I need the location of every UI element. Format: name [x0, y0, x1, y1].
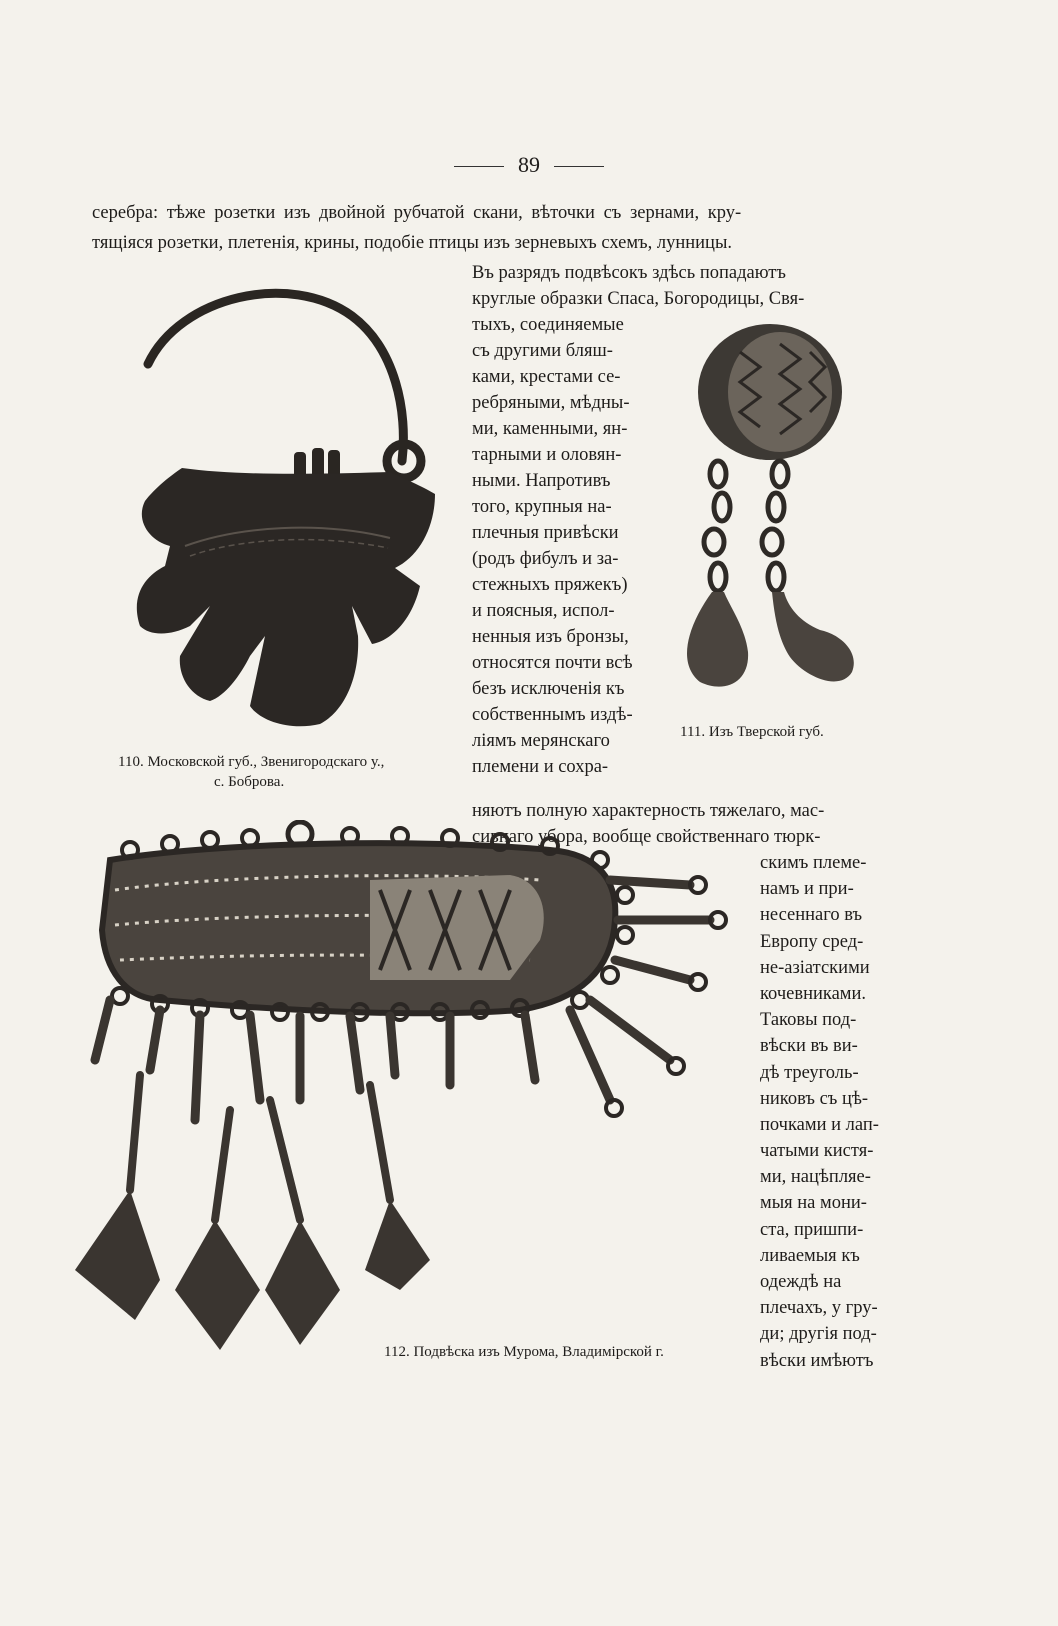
page-number-text: 89	[518, 152, 540, 177]
prong-rings	[606, 877, 726, 1116]
right-text-column	[760, 852, 908, 1372]
text-line: ліямъ мерянскаго	[472, 731, 610, 751]
text-line: кочевниками.	[760, 983, 867, 1004]
text-line: ливаемыя къ	[760, 1245, 860, 1266]
figure-112-caption: 112. Подвѣска изъ Мурома, Владимірской г.	[384, 1344, 664, 1360]
text-line: скимъ племе-	[760, 853, 867, 873]
text-line: вѣски имѣютъ	[760, 1350, 874, 1371]
narrow-text-column	[472, 314, 668, 778]
text-line: няютъ полную характерность тяжелаго, мас-	[472, 801, 825, 821]
text-line: вѣски въ ви-	[760, 1036, 858, 1057]
triangle-pendant	[265, 1220, 340, 1345]
text-line: безъ исключенія къ	[472, 679, 625, 699]
left-chain	[704, 461, 730, 591]
text-line: не-азіатскими	[760, 957, 870, 978]
left-rule	[454, 166, 504, 167]
text-line: дѣ треуголь-	[760, 1062, 859, 1083]
text-line: ками, крестами се-	[472, 367, 621, 387]
text-line: Въ разрядъ подвѣсокъ здѣсь попадаютъ	[472, 263, 786, 283]
right-bell	[772, 592, 854, 681]
left-bell	[687, 592, 748, 687]
text-line: круглые образки Спаса, Богородицы, Свя-	[472, 289, 805, 309]
text-line: Таковы под-	[760, 1010, 857, 1031]
figure-111-ornament	[680, 322, 870, 710]
text-line: и поясныя, испол-	[472, 601, 615, 621]
hook-wire	[148, 293, 403, 461]
text-line: собственнымъ издѣ-	[472, 705, 633, 725]
tube	[312, 448, 324, 478]
text-line: племени и сохра-	[472, 757, 609, 777]
figure-112-pendant	[70, 820, 730, 1356]
text-line: стежныхъ пряжекъ)	[472, 575, 628, 595]
text-line: тыхъ, соединяемые	[472, 315, 624, 335]
page-number	[0, 152, 1058, 178]
text-line: тарными и оловян-	[472, 445, 622, 465]
figure-110-caption-line2: с. Боброва.	[214, 774, 285, 790]
text-line: никовъ съ цѣ-	[760, 1088, 869, 1109]
text-line: ди; другія под-	[760, 1324, 877, 1345]
text-line: несеннаго въ	[760, 905, 863, 926]
text-line: (родъ фибулъ и за-	[472, 549, 619, 569]
figure-110-caption-line1: 110. Московской губ., Звенигородскаго у.,	[118, 754, 385, 770]
text-line: сивнаго убора, вообще свойственнаго тюрк-	[472, 827, 821, 847]
text-line: мыя на мони-	[760, 1193, 867, 1214]
text-line: намъ и при-	[760, 879, 854, 900]
text-line: серебра: тѣже розетки изъ двойной рубчатой скани, вѣточки съ зернами, кру-	[92, 203, 742, 223]
text-line: ненныя изъ бронзы,	[472, 627, 629, 647]
pendant-body	[137, 468, 435, 726]
triangle-pendant	[365, 1200, 430, 1290]
right-rule	[554, 166, 604, 167]
text-line: чатыми кистя-	[760, 1141, 874, 1162]
text-line: ными. Напротивъ	[472, 471, 611, 491]
text-line: того, крупныя на-	[472, 497, 612, 517]
text-line: ми, каменными, ян-	[472, 419, 628, 439]
text-line: ми, нацѣпляе-	[760, 1167, 871, 1188]
text-line: одеждѣ на	[760, 1272, 842, 1292]
right-chain	[762, 461, 788, 591]
text-line: ста, пришпи-	[760, 1219, 864, 1240]
text-line: плечныя привѣски	[472, 523, 619, 543]
text-line: ребряными, мѣдны-	[472, 393, 630, 413]
text-line: относятся почти всѣ	[472, 653, 633, 673]
text-line: почками и лап-	[760, 1114, 879, 1135]
text-line: Европу сред-	[760, 931, 864, 952]
text-line: тящіяся розетки, плетенія, крины, подобіе птицы изъ зерневыхъ схемъ, лунницы.	[92, 233, 732, 253]
figure-110-pendant	[90, 276, 462, 756]
triangle-pendant	[75, 1190, 160, 1320]
text-line: съ другими бляш-	[472, 341, 613, 361]
figure-111-caption: 111. Изъ Тверской губ.	[680, 724, 824, 740]
triangle-pendant	[175, 1220, 260, 1350]
text-line: плечахъ, у гру-	[760, 1298, 878, 1319]
